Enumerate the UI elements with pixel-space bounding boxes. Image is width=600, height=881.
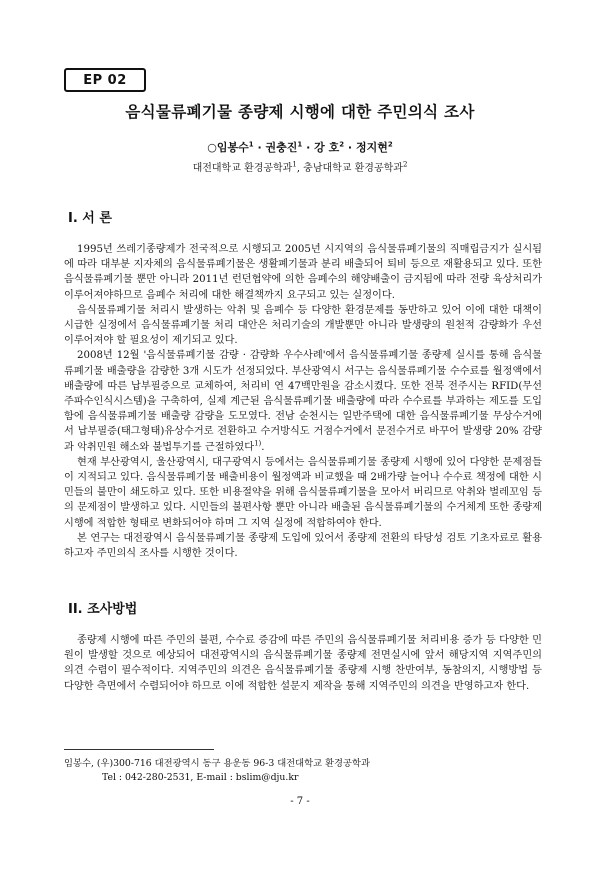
author-name: 임봉수 (216, 141, 249, 154)
paragraph: 현재 부산광역시, 울산광역시, 대구광역시 등에서는 음식물류폐기물 종량제 시행에 있어 다양한 문제점들이 지적되고 있다. 음식물류폐기물 배출비용이 월정액과 비교했을 때 2배가량 늘어나 수수료 책정에 대한 시민들의 불만이 쇄도하고 있다. 또한 비용절약을 위해 음식물류폐기물을 모아서 버리므로 악취와 벌레꼬임 등의 문제점이 발생하고 있다. 시민들의 불편사항 뿐만 아니라 배출된 음식물류폐기물의 수거체계 또한 종량제 시행에 적합한 형태로 변화되어야 하며 그 지역 실정에 적합하여야 한다. (64, 456, 542, 529)
affiliation-name: 충남대학교 환경공학과 (303, 163, 403, 174)
affiliation-name: 대전대학교 환경공학과 (192, 163, 293, 174)
introduction-body (64, 242, 542, 561)
footnote-address: 임봉수, (우)300-716 대전광역시 동구 용운동 96-3 대전대학교 환경공학과 (64, 758, 370, 769)
footnote-contact: Tel : 042-280-2531, E-mail : bslim@dju.kr (102, 772, 299, 783)
author-affil-ref: 1 (297, 140, 303, 149)
paragraph: 음식물류폐기물 처리시 발생하는 악취 및 음폐수 등 다양한 환경문제를 동반하고 있어 이에 대한 대책이 시급한 실정에서 음식물류폐기물 처리 대안은 처리기술의 개발뿐만 아니라 발생량의 원천적 감량화가 우선 이루어져야 할 필요성이 제기되고 있다. (64, 304, 542, 347)
affiliation-ref: 2 (402, 160, 408, 169)
affiliation-separator: , (296, 163, 304, 174)
presenter-mark: ○ (207, 141, 217, 154)
author-line (0, 139, 600, 155)
section-heading-methods: II. 조사방법 (68, 602, 138, 617)
author-separator: · (344, 141, 356, 154)
author-separator: · (302, 141, 315, 154)
author-name: 강 호 (314, 141, 340, 154)
author-name: 정지현 (355, 141, 388, 154)
affiliation-line (0, 159, 600, 174)
footnote-ref: 1) (254, 439, 262, 448)
paper-title: 음식물류폐기물 종량제 시행에 대한 주민의식 조사 (125, 103, 475, 121)
methods-body (64, 633, 542, 694)
paragraph: 본 연구는 대전광역시 음식물류폐기물 종량제 도입에 있어서 종량제 전환의 타당성 검토 기초자료로 활용하고자 주민의식 조사를 시행한 것이다. (64, 532, 542, 560)
session-badge: EP 02 (64, 68, 146, 92)
paragraph-text: 2008년 12월 '음식물류폐기물 감량 · 감량화 우수사례'에서 음식물류폐기물 종량제 실시를 통해 음식물류폐기물 배출량을 감량한 3개 시도가 선정되었다. 부산광역시 서구는 음식물류폐기물 수수료를 월정액에서 배출량에 따른 납부필증으로 교체하여, 처리비 연 47백만원을 감소시켰다. 또한 전북 전주시는 RFID(무선주파수인식시스템)을 구축하여, 실제 계근된 음식물류폐기물 배출량에 따라 수수료를 부과하는 제도를 도입함에 음식물류폐기물 배출량 감량을 도모였다. 전남 순천시는 일반주택에 대한 음식물류폐기물 무상수거에서 납부필증(태그형태)유상수거로 전환하고 수거방식도 거점수거에서 문전수거로 바꾸어 발생량 20% 감량과 악취민원 해소와 불법투기를 근절하였다 (64, 350, 542, 453)
author-name: 권충진 (265, 141, 298, 154)
author-separator: · (253, 141, 266, 154)
paragraph: 종량제 시행에 따른 주민의 불편, 수수료 증감에 따른 주민의 음식물류폐기물 처리비용 증가 등 다양한 민원이 발생할 것으로 예상되어 대전광역시의 음식물류폐기물 종량제 전면실시에 앞서 해당지역 지역주민의 의견 수렴이 필수적이다. 지역주민의 의견은 음식물류폐기물 종량제 시행 찬반여부, 동참의지, 시행방법 등 다양한 측면에서 수렴되어야 하므로 이에 적합한 설문지 제작을 통해 지역주민의 의견을 반영하고자 한다. (64, 635, 542, 692)
paragraph-end: . (261, 441, 265, 453)
author-affil-ref: 2 (339, 140, 345, 149)
author-affil-ref: 2 (387, 140, 393, 149)
affiliation-ref: 1 (292, 160, 297, 169)
paragraph (64, 348, 542, 454)
footnote (64, 757, 544, 785)
author-affil-ref: 1 (248, 140, 254, 149)
page-number: - 7 - (290, 796, 310, 807)
footnote-divider (64, 749, 214, 750)
section-heading-introduction: I. 서 론 (68, 211, 112, 226)
paragraph: 1995년 쓰레기종량제가 전국적으로 시행되고 2005년 시지역의 음식물류폐기물의 직매립금지가 실시됨에 따라 대부분 지자체의 음식물류폐기물은 생활폐기물과 분리 배출되어 퇴비 등으로 재활용되고 있다. 또한 음식물류폐기물 뿐만 아니라 2011년 런던협약에 의한 음폐수의 해양배출이 금지됨에 따라 전량 육상처리가 이루어져야하므로 음폐수 처리에 대한 해결책까지 요구되고 있는 실정이다. (64, 244, 542, 301)
